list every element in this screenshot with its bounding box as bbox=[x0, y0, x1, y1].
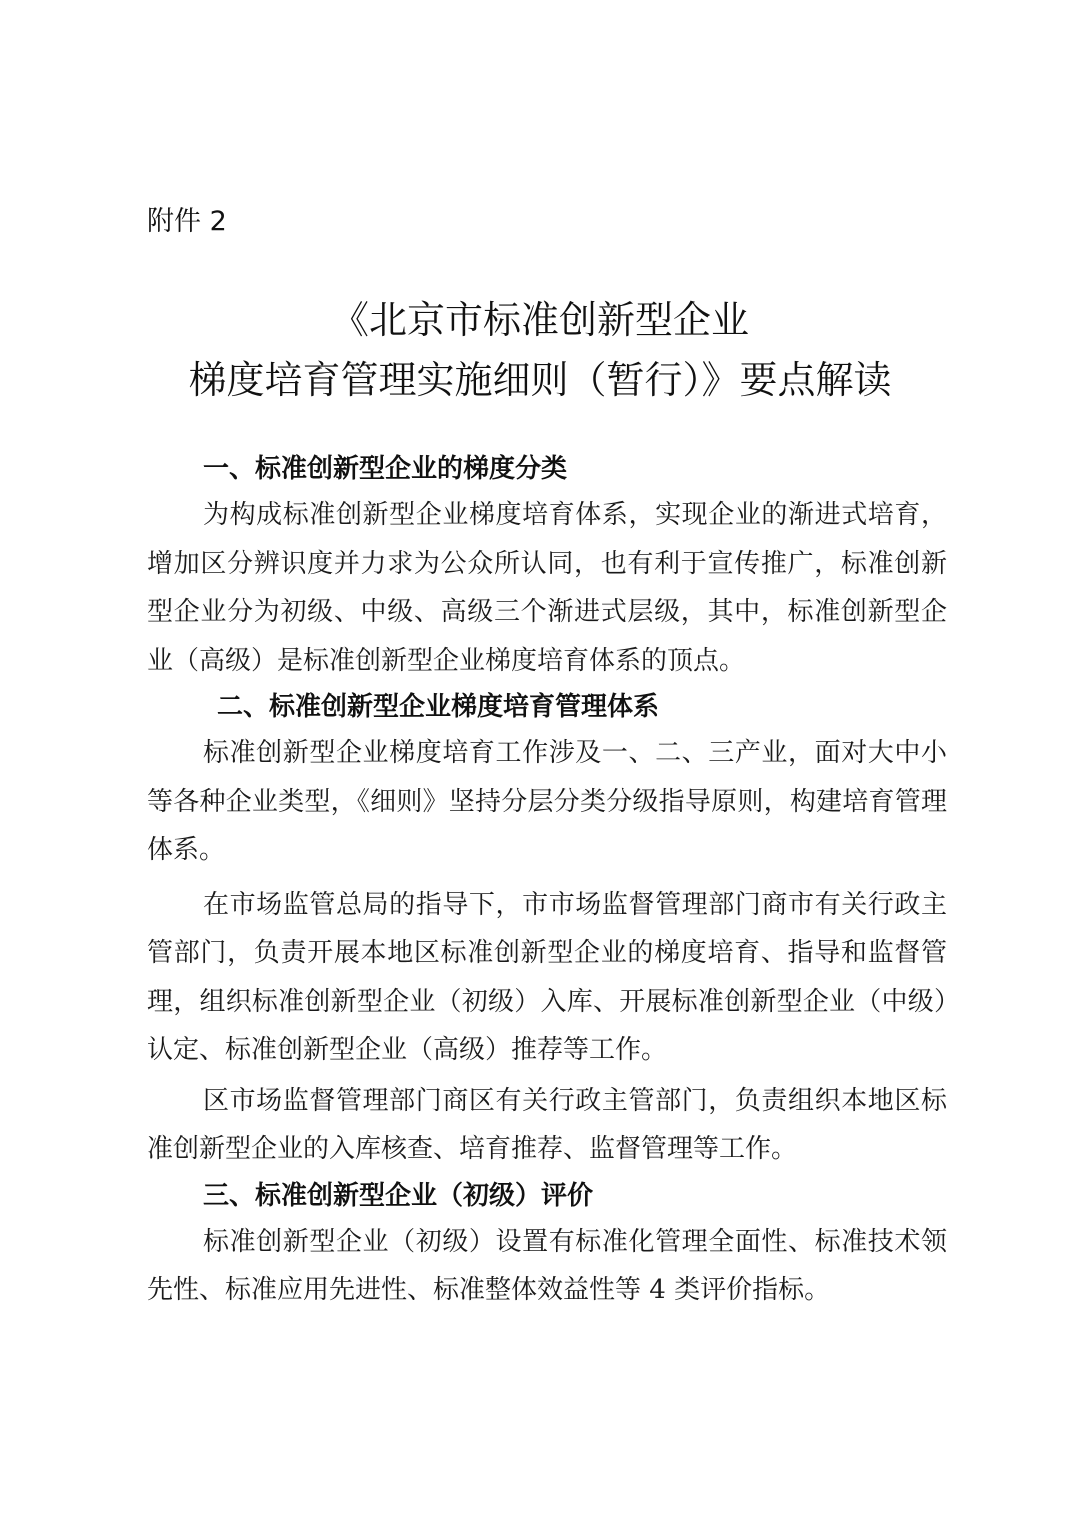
document-title-line-1: 《北京市标准创新型企业 bbox=[330, 298, 749, 342]
section-3 bbox=[147, 1174, 947, 1315]
attachment-label: 附件 2 bbox=[147, 206, 227, 237]
section-2 bbox=[147, 685, 947, 1174]
section-2-paragraph-3: 区市场监督管理部门商区有关行政主管部门，负责组织本地区标准创新型企业的入库核查、培育推荐、监督管理等工作。 bbox=[147, 1085, 947, 1164]
section-3-paragraph-1: 标准创新型企业（初级）设置有标准化管理全面性、标准技术领先性、标准应用先进性、标准整体效益性等 4 类评价指标。 bbox=[147, 1226, 947, 1305]
section-1-paragraph-1: 为构成标准创新型企业梯度培育体系，实现企业的渐进式培育，增加区分辨识度并力求为公众所认同，也有利于宣传推广，标准创新型企业分为初级、中级、高级三个渐进式层级，其中，标准创新型企业（高级）是标准创新型企业梯度培育体系的顶点。 bbox=[147, 500, 947, 676]
section-2-paragraph-2: 在市场监管总局的指导下，市市场监督管理部门商市有关行政主管部门，负责开展本地区标准创新型企业的梯度培育、指导和监督管理，组织标准创新型企业（初级）入库、开展标准创新型企业（中级）认定、标准创新型企业（高级）推荐等工作。 bbox=[147, 889, 947, 1065]
section-1-heading: 一、标准创新型企业的梯度分类 bbox=[203, 454, 568, 484]
section-3-heading: 三、标准创新型企业（初级）评价 bbox=[203, 1180, 594, 1211]
document-body bbox=[147, 447, 947, 1315]
document-title bbox=[80, 290, 1000, 410]
section-2-heading: 二、标准创新型企业梯度培育管理体系 bbox=[217, 692, 660, 722]
section-2-paragraph-1: 标准创新型企业梯度培育工作涉及一、二、三产业，面对大中小等各种企业类型，《细则》坚持分层分类分级指导原则，构建培育管理体系。 bbox=[147, 738, 947, 865]
section-1 bbox=[147, 447, 947, 685]
document-title-line-2: 梯度培育管理实施细则（暂行）》要点解读 bbox=[188, 358, 892, 402]
